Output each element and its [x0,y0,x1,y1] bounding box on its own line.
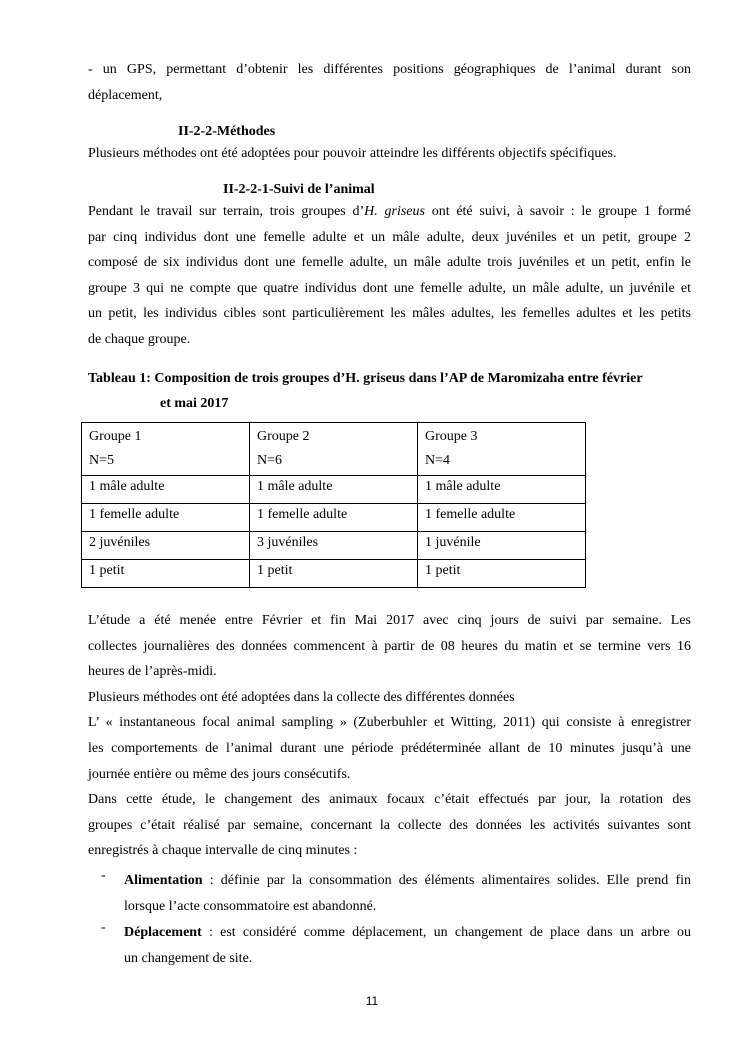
etude-line-3: heures de l’après-midi. [88,664,217,680]
etude-line-1: L’étude a été menée entre Février et fin Mai 2017 avec cinq jours de suivi par semaine. Les [88,613,691,628]
table-cell: 2 juvéniles [82,532,250,560]
etude-line-7: journée entière ou même des jours consécutifs. [88,766,351,782]
suivi-line-1-end: ont été suivi, à savoir : le groupe 1 formé [424,204,691,219]
bullet-marker-alimentation: - [101,868,106,883]
etude-line-5: L’ « instantaneous focal animal sampling » (Zuberbuhler et Witting, 2011) qui consiste à enregistrer [88,715,691,731]
etude-paragraph [88,608,691,864]
table-header-row [82,423,586,476]
suivi-line-4: groupe 3 qui ne compte que quatre individus dont une femelle adulte, un mâle adulte, un juvénile et [88,280,691,296]
table-cell: 1 juvénile [418,532,586,560]
header-cell-groupe-3 [418,423,586,476]
etude-line-10: enregistrés à chaque intervalle de cinq minutes : [88,843,358,859]
etude-line-6: les comportements de l’animal durant une période prédéterminée allant de 10 minutes jusqu’à une [88,740,691,756]
table-caption-line-2: et mai 2017 [160,396,229,411]
table-row [82,504,586,532]
intro-paragraph [88,57,691,108]
table-caption-line-1: Tableau 1: Composition de trois groupes d’H. griseus dans l’AP de Maromizaha entre février [88,371,643,386]
bullet-marker-deplacement: - [101,920,106,935]
table-cell: 1 femelle adulte [82,504,250,532]
table-cell: 1 mâle adulte [250,476,418,504]
table-row [82,532,586,560]
composition-table [81,422,586,588]
header-groupe-3-count: N=4 [425,453,451,468]
table-cell: 1 mâle adulte [418,476,586,504]
suivi-paragraph [88,199,691,353]
etude-line-9: groupes c’était réalisé par semaine, concernant la collecte des données les activités suivantes sont [88,817,691,833]
table-cell: 1 petit [418,560,586,588]
bullet-item-alimentation [124,868,691,919]
header-groupe-3-name: Groupe 3 [425,429,478,444]
table-cell: 1 petit [82,560,250,588]
header-cell-groupe-2 [250,423,418,476]
bullet-term-alimentation: Alimentation [124,873,203,888]
bullet-deplacement-desc: : est considéré comme déplacement, un changement de place dans un arbre ou [201,925,691,940]
bullet-term-deplacement: Déplacement [124,925,202,940]
bullet-alimentation-desc: : définie par la consommation des éléments alimentaires solides. Elle prend fin [202,873,691,888]
etude-line-4: Plusieurs méthodes ont été adoptées dans la collecte des différentes données [88,689,515,705]
suivi-line-6: de chaque groupe. [88,331,191,347]
methodes-paragraph [88,141,691,167]
table-cell: 1 femelle adulte [418,504,586,532]
bullet-item-deplacement [124,920,691,971]
table-row [82,560,586,588]
suivi-line-5: un petit, les individus cibles sont particulièrement les mâles adultes, les femelles adultes et les petits [88,306,691,322]
suivi-line-1 [88,199,691,225]
bullet-deplacement-line-1 [124,920,691,946]
bullet-alimentation-line-1 [124,868,691,894]
intro-line-1: - un GPS, permettant d’obtenir les différentes positions géographiques de l’animal durant son [88,62,691,77]
table-cell: 1 mâle adulte [82,476,250,504]
section-heading-suivi: II-2-2-1-Suivi de l’animal [223,182,375,197]
header-groupe-1-name: Groupe 1 [89,429,142,444]
bullet-alimentation-line-2: lorsque l’acte consommatoire est abandonné. [124,898,377,914]
species-name: H. griseus [364,204,425,219]
etude-line-8: Dans cette étude, le changement des animaux focaux c’était effectués par jour, la rotation des [88,792,691,808]
section-heading-methodes: II-2-2-Méthodes [178,124,276,139]
page-number: 11 [365,994,379,1008]
table-row [82,476,586,504]
table-cell: 3 juvéniles [250,532,418,560]
bullet-deplacement-line-2: un changement de site. [124,950,253,966]
suivi-line-1-start: Pendant le travail sur terrain, trois groupes d’ [88,204,365,219]
methodes-text: Plusieurs méthodes ont été adoptées pour pouvoir atteindre les différents objectifs spécifiques. [88,146,617,161]
etude-line-2: collectes journalières des données commencent à partir de 08 heures du matin et se termine vers 16 [88,638,691,654]
header-groupe-2-name: Groupe 2 [257,429,310,444]
intro-line-2: déplacement, [88,87,163,103]
header-groupe-1-count: N=5 [89,453,115,468]
header-cell-groupe-1 [82,423,250,476]
table-cell: 1 femelle adulte [250,504,418,532]
suivi-line-3: composé de six individus dont une femelle adulte, un mâle adulte trois juvéniles et un petit, enfin le [88,255,691,271]
table-cell: 1 petit [250,560,418,588]
suivi-line-2: par cinq individus dont une femelle adulte et un mâle adulte, deux juvéniles et un petit, groupe 2 [88,229,691,245]
header-groupe-2-count: N=6 [257,453,283,468]
